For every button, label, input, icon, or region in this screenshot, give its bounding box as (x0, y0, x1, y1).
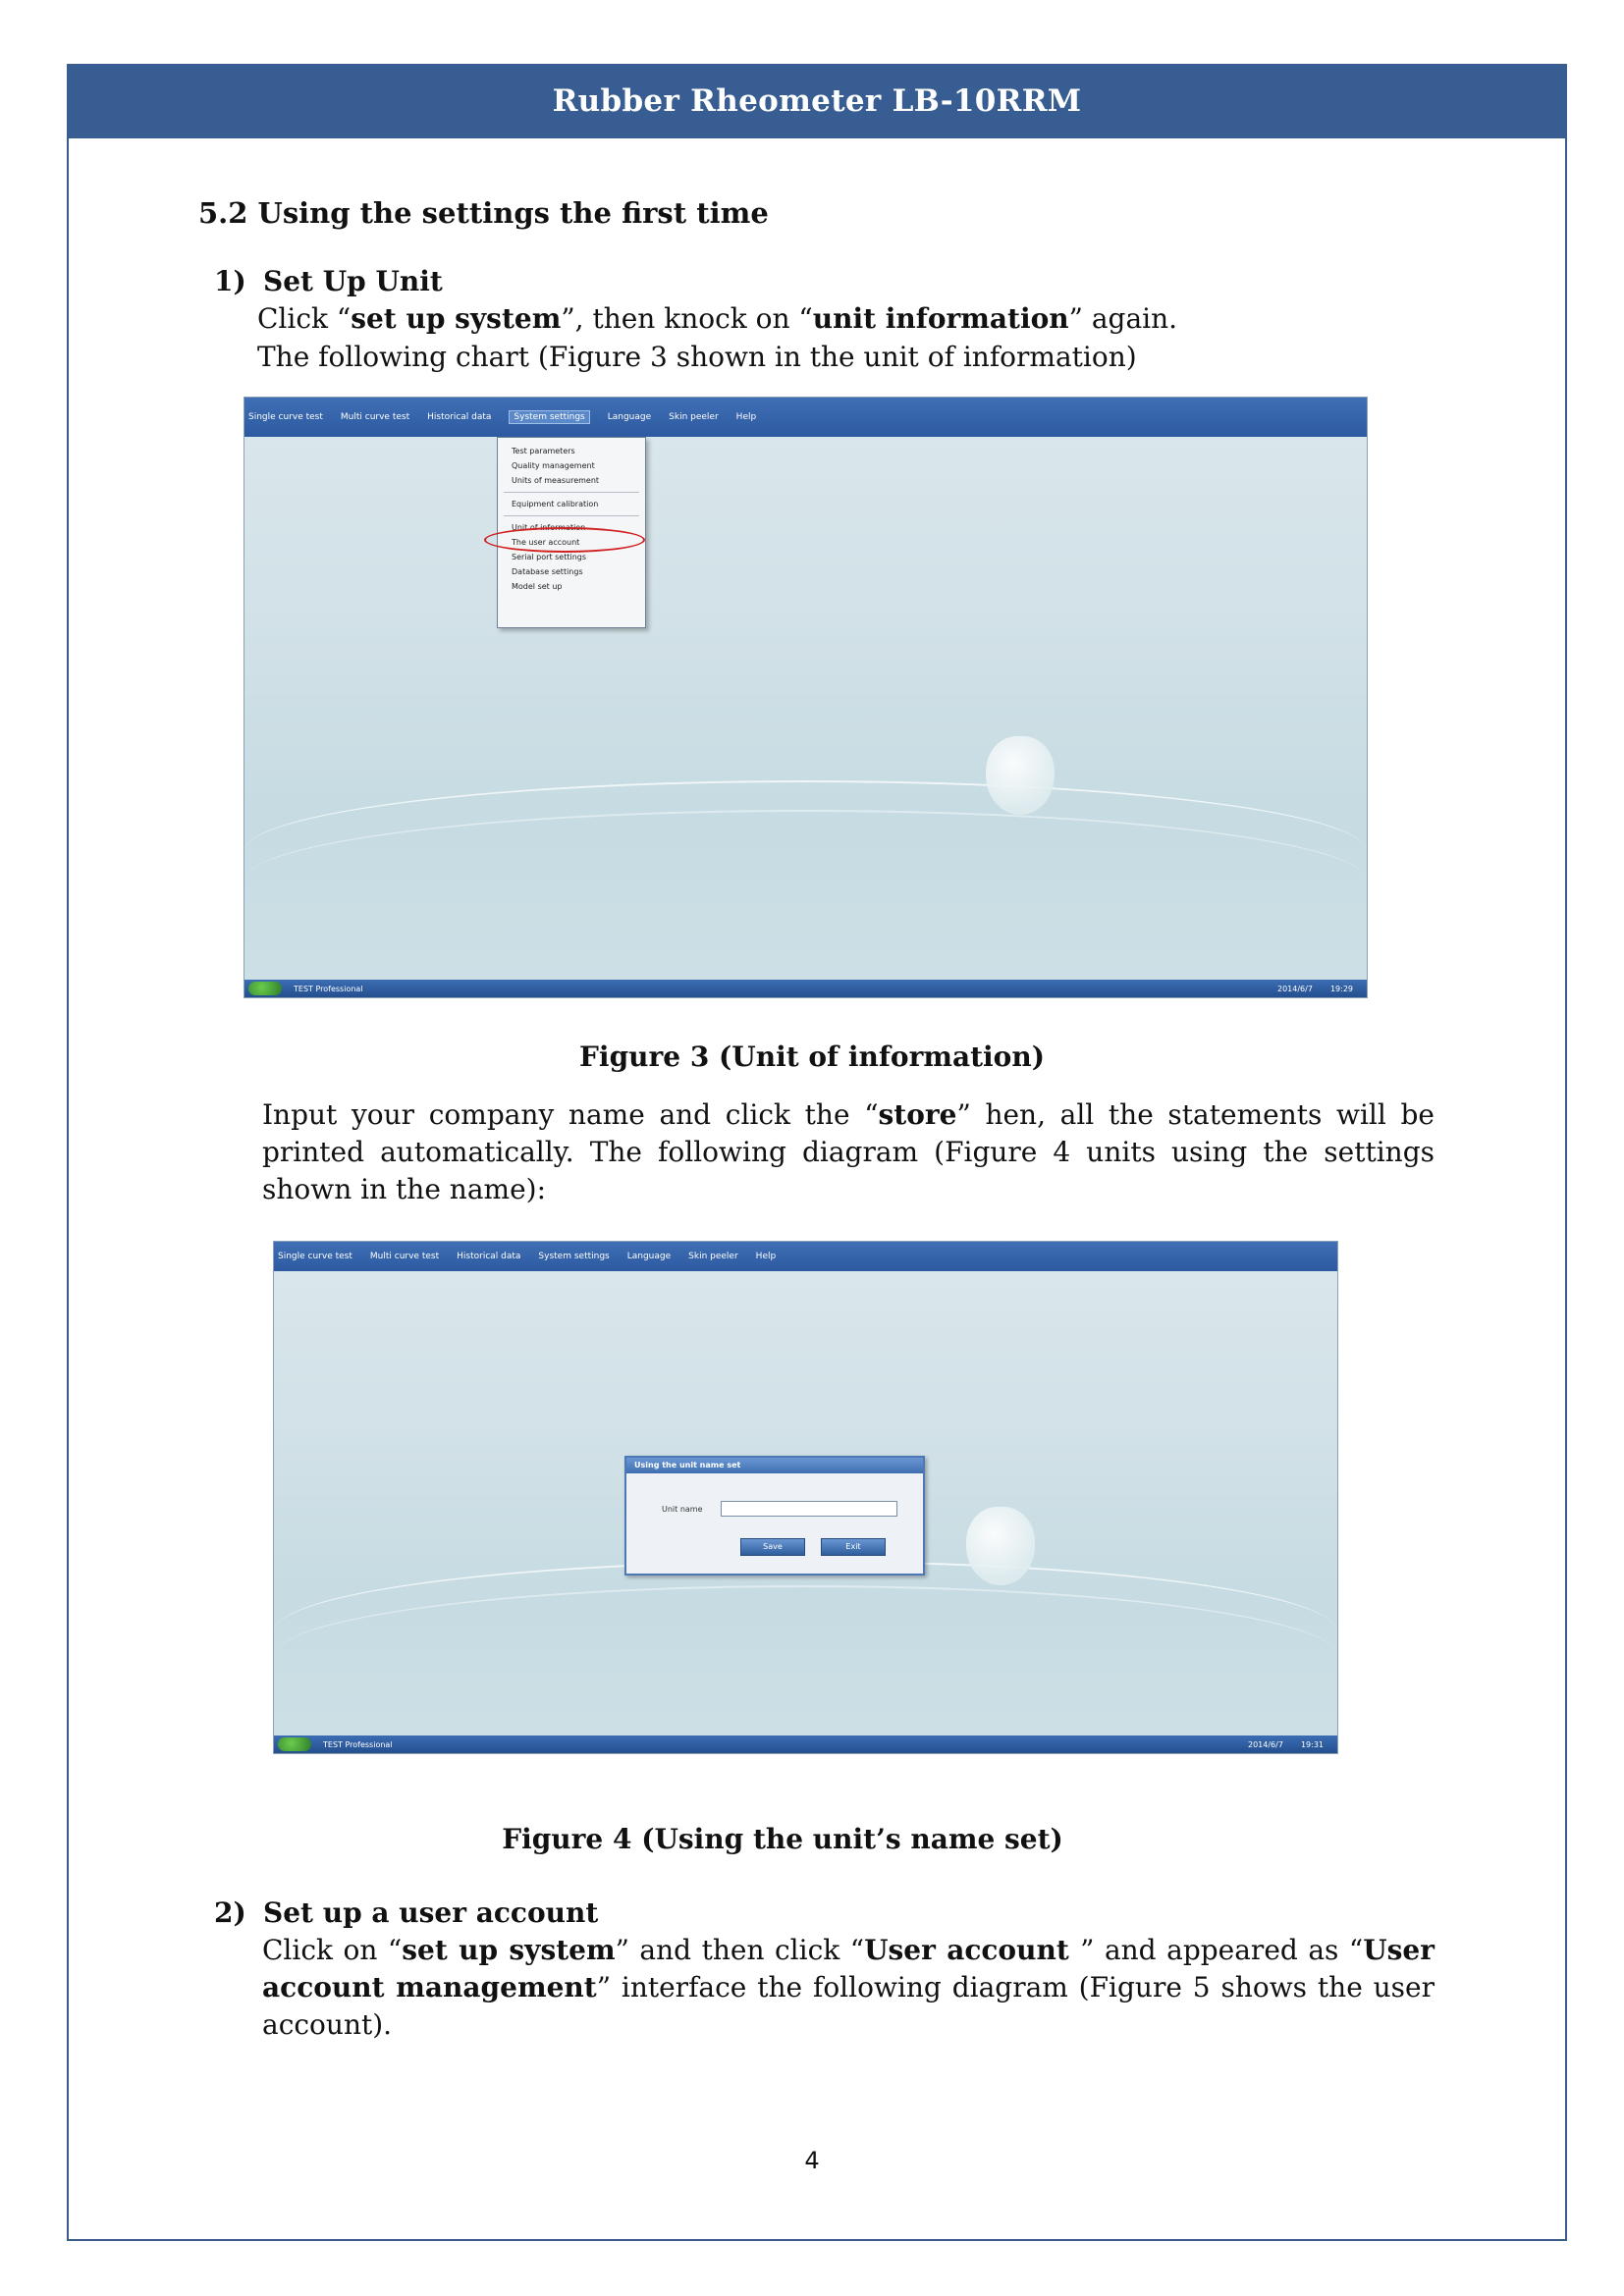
text-run: ” again. (1068, 302, 1178, 335)
menu-item[interactable]: Single curve test (248, 412, 323, 422)
paragraph-store (262, 1096, 1435, 1208)
taskbar-time: 19:29 (1329, 984, 1353, 993)
start-button-icon[interactable] (248, 982, 282, 995)
menu-item[interactable]: Multi curve test (369, 1252, 440, 1261)
dropdown-item-highlighted[interactable]: Unit of information (512, 523, 586, 532)
menu-item[interactable]: Help (735, 412, 757, 422)
text-run: set up system (351, 302, 562, 335)
text-run: set up system (402, 1934, 616, 1966)
menu-item[interactable]: Skin peeler (669, 412, 719, 422)
menu-item[interactable]: Historical data (457, 1252, 521, 1261)
step-1-number: 1) (214, 265, 246, 297)
menu-item[interactable]: Language (626, 1252, 672, 1261)
dialog-title: Using the unit name set (626, 1458, 923, 1473)
save-button[interactable]: Save (740, 1538, 805, 1556)
dropdown-item[interactable]: Units of measurement (512, 476, 600, 485)
step-1-title: Set Up Unit (263, 265, 443, 297)
text-run: ” interface the following diagram (Figure 5 shows the user account). (262, 1971, 1435, 2041)
header-title: Rubber Rheometer LB-10RRM (552, 83, 1082, 119)
step-1-heading (214, 263, 443, 300)
dropdown-item[interactable]: Quality management (512, 461, 595, 470)
page-header (67, 64, 1567, 138)
step-1-line-1 (257, 300, 1177, 338)
text-run: ”, then knock on “ (561, 302, 813, 335)
dropdown-item[interactable]: The user account (512, 538, 580, 547)
text-run: store (878, 1098, 957, 1131)
section-title: 5.2 Using the settings the first time (198, 196, 769, 230)
text-run: User account management (262, 1934, 1435, 2003)
menu-item[interactable]: Single curve test (278, 1252, 352, 1261)
step-2-title: Set up a user account (263, 1896, 599, 1929)
text-run: ” hen, all the statements will be printed automatically. The following diagram (Figure 4 units using the settings shown in the name): (262, 1098, 1435, 1205)
figure-3-caption: Figure 3 (Unit of information) (579, 1041, 1045, 1073)
figure-3-menubar (244, 398, 1367, 437)
menu-item[interactable]: Historical data (427, 412, 492, 422)
dropdown-separator (504, 515, 639, 516)
menu-item[interactable]: Skin peeler (688, 1252, 738, 1261)
figure-3-screenshot (244, 397, 1368, 998)
taskbar-app[interactable]: TEST Professional (323, 1739, 393, 1749)
taskbar-clock (1248, 1740, 1324, 1749)
red-highlight-ring (484, 527, 645, 553)
dropdown-item[interactable]: Test parameters (512, 447, 575, 455)
text-run: unit information (812, 302, 1069, 335)
figure-4-taskbar (274, 1735, 1337, 1753)
apple-logo-icon (966, 1507, 1035, 1585)
dropdown-item[interactable]: Model set up (512, 582, 563, 591)
text-run: User account (864, 1934, 1081, 1966)
menu-item[interactable]: Help (755, 1252, 777, 1261)
dropdown-separator (504, 492, 639, 493)
exit-button[interactable]: Exit (821, 1538, 886, 1556)
text-run: Click “ (257, 302, 352, 335)
menu-item[interactable]: System settings (538, 1252, 610, 1261)
taskbar-app[interactable]: TEST Professional (294, 984, 363, 993)
text-run: Input your company name and click the “ (262, 1098, 879, 1131)
menu-item[interactable]: Language (607, 412, 652, 422)
apple-logo-icon (986, 736, 1055, 815)
menu-item[interactable]: Multi curve test (340, 412, 410, 422)
text-run: Click on “ (262, 1934, 403, 1966)
step-1-line-2: The following chart (Figure 3 shown in the unit of information) (257, 341, 1137, 373)
taskbar-time: 19:31 (1300, 1739, 1324, 1749)
step-2-heading (214, 1895, 598, 1932)
page-number: 4 (804, 2147, 820, 2174)
figure-4-screenshot (273, 1241, 1338, 1754)
step-2-paragraph (262, 1932, 1435, 2044)
figure-3-taskbar (244, 980, 1367, 997)
unit-name-input[interactable] (721, 1501, 897, 1517)
dropdown-item[interactable]: Equipment calibration (512, 500, 599, 508)
taskbar-clock (1277, 985, 1353, 993)
unit-name-dialog (624, 1456, 925, 1575)
figure-4-caption: Figure 4 (Using the unit’s name set) (502, 1823, 1063, 1855)
step-2-number: 2) (214, 1896, 246, 1929)
dropdown-item[interactable]: Serial port settings (512, 553, 587, 561)
text-run: ” and then click “ (615, 1934, 865, 1966)
start-button-icon[interactable] (278, 1737, 311, 1751)
figure-4-menubar (274, 1242, 1337, 1271)
text-run: ” and appeared as “ (1080, 1934, 1364, 1966)
menu-item-active[interactable]: System settings (509, 410, 589, 424)
taskbar-date: 2014/6/7 (1248, 1739, 1283, 1749)
taskbar-date: 2014/6/7 (1277, 984, 1313, 993)
dropdown-item[interactable]: Database settings (512, 567, 583, 576)
unit-name-label: Unit name (662, 1505, 703, 1514)
